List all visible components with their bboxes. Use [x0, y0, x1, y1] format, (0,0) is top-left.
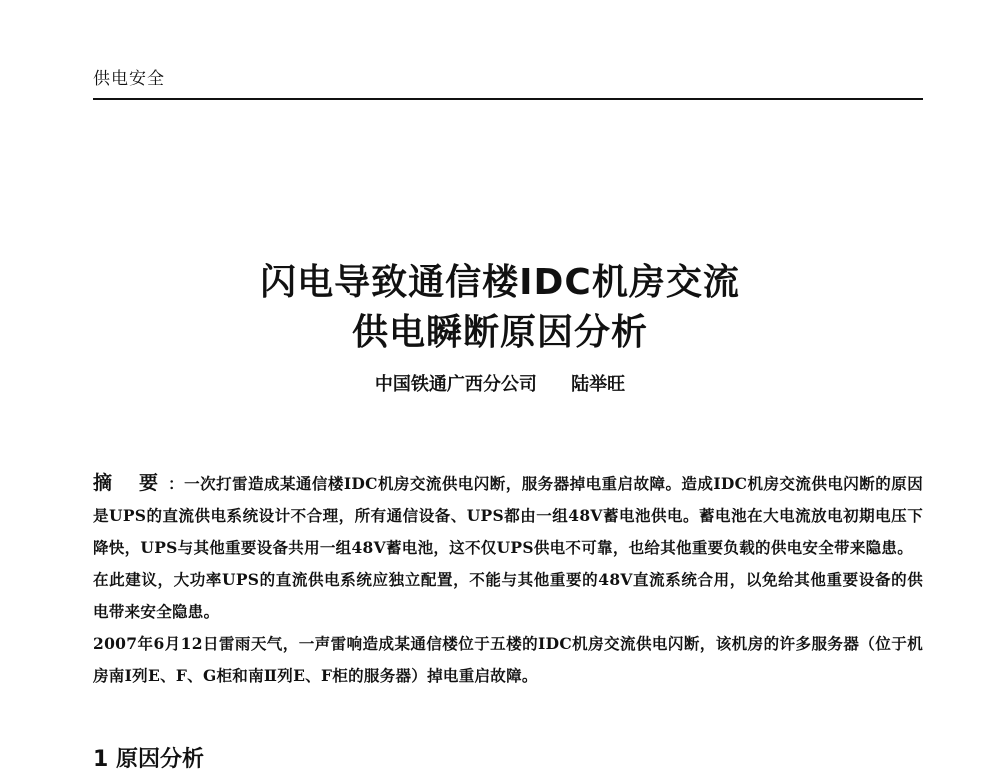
abstract-paragraph-2: 在此建议，大功率UPS的直流供电系统应独立配置，不能与其他重要的48V直流系统合用，以免给其他重要设备的供电带来安全隐患。	[93, 570, 923, 621]
abstract-label: 摘 要	[93, 472, 169, 494]
title-line-2: 供电瞬断原因分析	[351, 312, 648, 353]
abstract-text-1: 一次打雷造成某通信楼IDC机房交流供电闪断，服务器掉电重启故障。造成IDC机房交流供电闪断的原因是UPS的直流供电系统设计不合理，所有通信设备、UPS都由一组48V蓄电池供电。蓄电池在大电流放电初期电压下降快，UPS与其他重要设备共用一组48V蓄电池，这不仅UPS供电不可靠，也给其他重要负载的供电安全带来隐患。	[93, 474, 923, 557]
abstract-block	[93, 467, 923, 692]
author-name: 陆举旺	[571, 374, 626, 395]
abstract-paragraph-3: 2007年6月12日雷雨天气，一声雷响造成某通信楼位于五楼的IDC机房交流供电闪断，该机房的许多服务器（位于机房南Ⅰ列E、F、G柜和南Ⅱ列E、F柜的服务器）掉电重启故障。	[93, 634, 923, 685]
author-organization: 中国铁通广西分公司	[374, 374, 537, 395]
article-title	[0, 258, 1000, 358]
journal-section-label: 供电安全	[93, 69, 165, 89]
section-heading: 1 原因分析	[93, 747, 204, 772]
running-header	[93, 64, 923, 100]
byline	[0, 370, 1000, 396]
abstract-colon: ：	[168, 474, 185, 493]
abstract-paragraph-1	[93, 467, 923, 564]
title-line-1: 闪电导致通信楼IDC机房交流	[260, 262, 740, 303]
